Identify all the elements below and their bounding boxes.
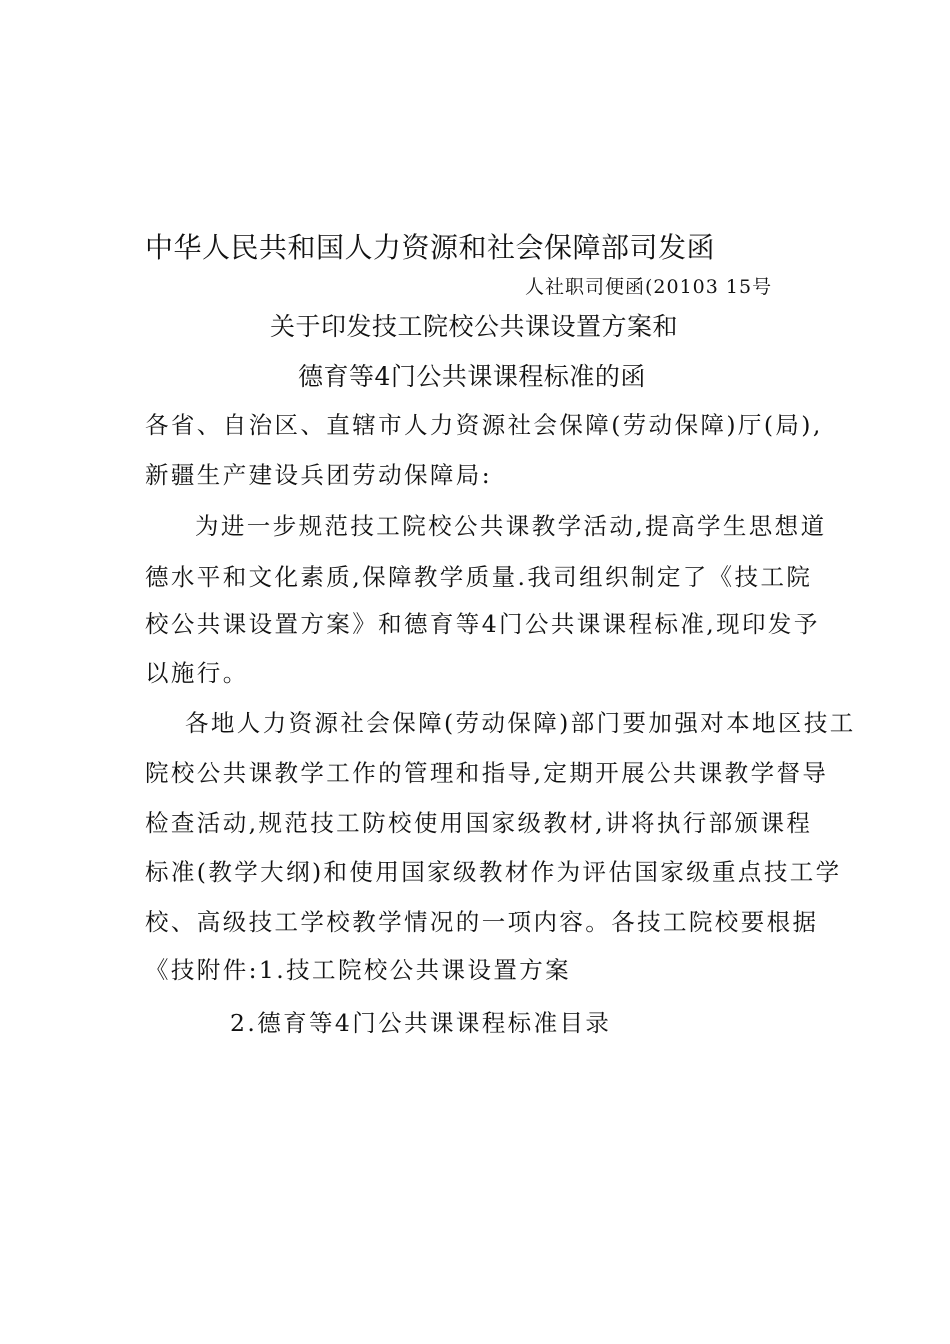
paragraph-2-line: 校、高级技工学校教学情况的一项内容。各技工院校要根据 [145, 908, 819, 936]
document-title-line-1: 关于印发技工院校公共课设置方案和 [270, 312, 679, 341]
paragraph-1-line: 为进一步规范技工院校公共课教学活动,提高学生思想道 [195, 512, 827, 540]
paragraph-1-line: 校公共课设置方案》和德育等4门公共课课程标准,现印发予 [145, 610, 820, 638]
attachment-item-2: 2.德育等4门公共课课程标准目录 [230, 1009, 612, 1037]
document-number: 人社职司便函(20103 15号 [525, 276, 773, 298]
paragraph-2-line: 《技附件:1.技工院校公共课设置方案 [145, 956, 572, 984]
addressee-line-2: 新疆生产建设兵团劳动保障局: [145, 461, 493, 489]
issuer-heading: 中华人民共和国人力资源和社会保障部司发函 [145, 231, 716, 264]
paragraph-2-line: 检查活动,规范技工防校使用国家级教材,讲将执行部颁课程 [145, 809, 813, 837]
paragraph-1-line: 以施行。 [145, 659, 249, 687]
paragraph-2-line: 院校公共课教学工作的管理和指导,定期开展公共课教学督导 [145, 759, 829, 787]
document-title-line-2: 德育等4门公共课课程标准的函 [298, 362, 646, 391]
paragraph-1-line: 德水平和文化素质,保障教学质量.我司组织制定了《技工院 [145, 563, 813, 591]
paragraph-2-line: 标准(教学大纲)和使用国家级教材作为评估国家级重点技工学 [145, 858, 842, 886]
addressee-line-1: 各省、自治区、直辖市人力资源社会保障(劳动保障)厅(局), [145, 411, 823, 439]
paragraph-2-line: 各地人力资源社会保障(劳动保障)部门要加强对本地区技工 [185, 709, 856, 737]
